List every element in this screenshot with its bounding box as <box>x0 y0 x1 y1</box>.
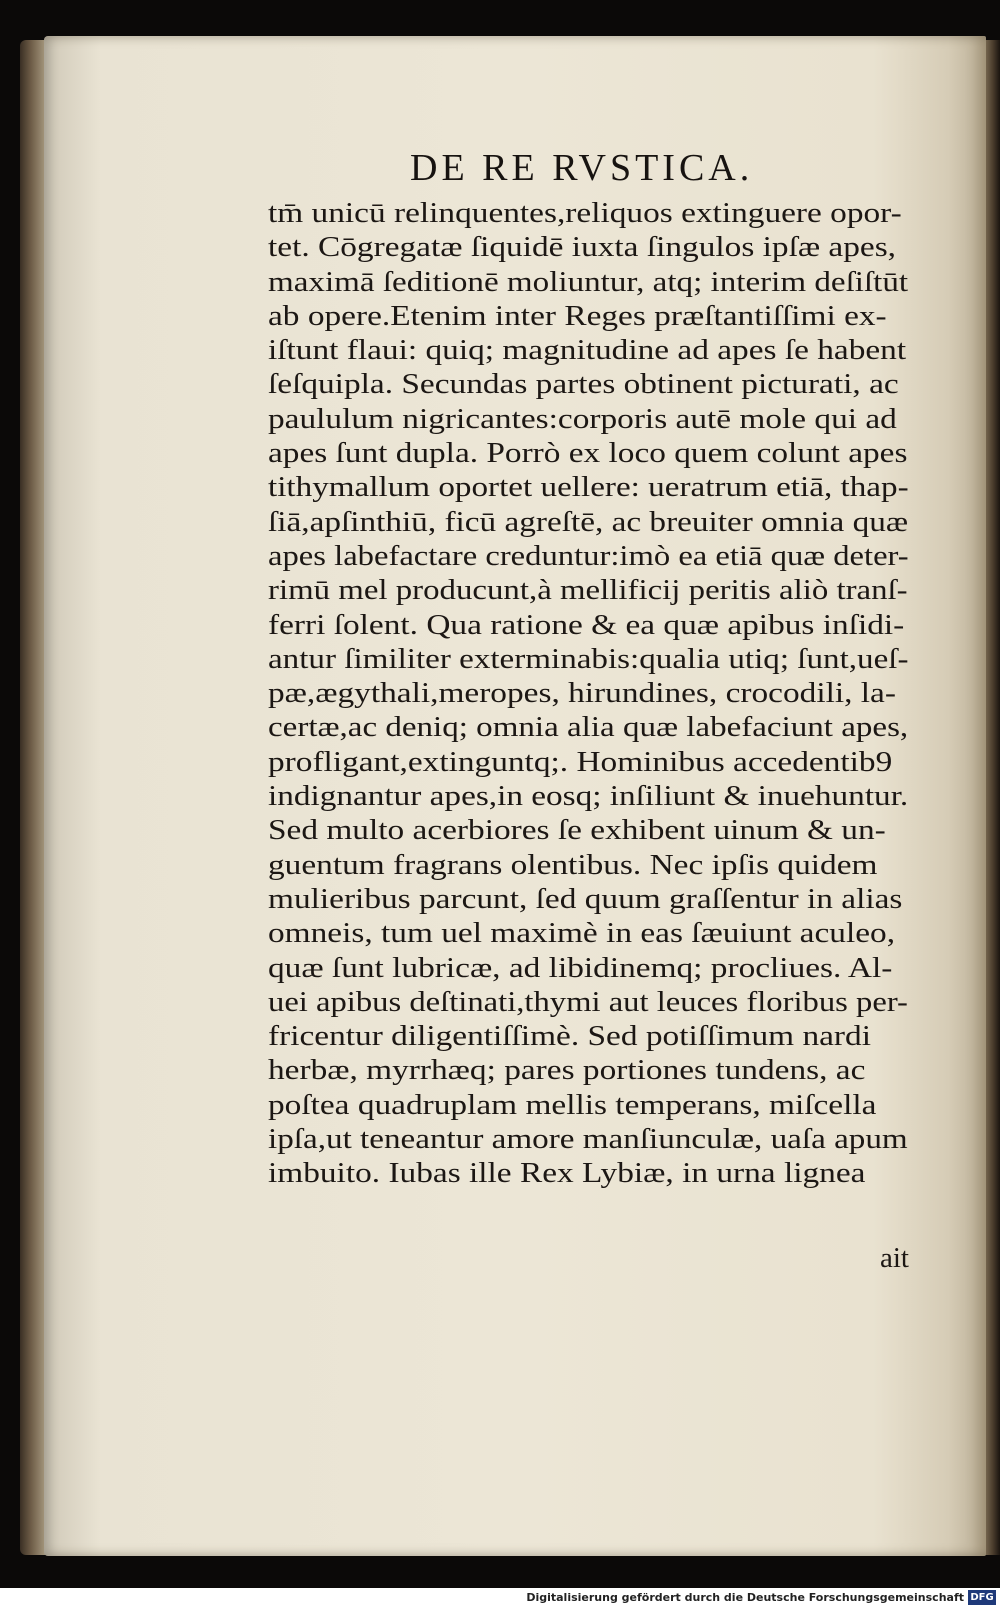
digitization-footer <box>0 1588 1000 1609</box>
text-line: ipſa,ut teneantur amore manſiunculæ, uaſa apum <box>268 1123 908 1156</box>
text-line: tithymallum oportet uellere: ueratrum etiā, thap- <box>268 471 909 504</box>
text-line: herbæ, myrrhæq; pares portiones tundens, ac <box>268 1054 866 1087</box>
text-line: indignantur apes,in eosq; inſiliunt & inuehuntur. <box>268 780 909 813</box>
text-line: paululum nigricantes:corporis autē mole qui ad <box>268 402 897 435</box>
text-line: iſtunt flaui: quiq; magnitudine ad apes ſe habent <box>268 334 907 367</box>
text-line: certæ,ac deniq; omnia alia quæ labefaciunt apes, <box>268 711 909 744</box>
dfg-logo: DFG <box>968 1590 996 1605</box>
text-line: fricentur diligentiſſimè. Sed potiſſimum nardi <box>268 1020 871 1053</box>
footer-credit: Digitalisierung gefördert durch die Deutsche Forschungsgemeinschaft <box>526 1591 964 1604</box>
text-line: mulieribus parcunt, ſed quum graſſentur in alias <box>268 882 903 915</box>
text-line: apes labefactare creduntur:imò ea etiā quæ deter- <box>268 539 909 572</box>
text-line: ferri ſolent. Qua ratione & ea quæ apibus inſidi- <box>268 608 905 641</box>
text-line: imbuito. Iubas ille Rex Lybiæ, in urna lignea <box>268 1157 866 1190</box>
book-edge-left <box>20 40 46 1555</box>
text-line: poſtea quadruplam mellis temperans, miſcella <box>268 1088 877 1121</box>
text-line: apes ſunt dupla. Porrò ex loco quem colunt apes <box>268 437 908 470</box>
text-line: profligant,extinguntq;. Hominibus accedentib9 <box>268 745 893 778</box>
text-line: guentum fragrans olentibus. Nec ipſis quidem <box>268 848 878 881</box>
text-line: Sed multo acerbiores ſe exhibent uinum & un- <box>268 814 886 847</box>
text-line: pæ,ægythali,meropes, hirundines, crocodili, la- <box>268 677 896 710</box>
text-line: omneis, tum uel maximè in eas ſæuiunt aculeo, <box>268 917 896 950</box>
text-line: uei apibus deſtinati,thymi aut leuces floribus per- <box>268 985 908 1018</box>
text-line: quæ ſunt lubricæ, ad libidinemq; procliues. Al- <box>268 951 893 984</box>
text-line: ſeſquipla. Secundas partes obtinent picturati, ac <box>268 368 899 401</box>
text-line: antur ſimiliter exterminabis:qualia utiq; ſunt,ueſ- <box>268 642 909 675</box>
text-line: tm̄ unicū relinquentes,reliquos extinguere opor- <box>268 197 902 229</box>
text-line: ab opere.Etenim inter Reges præſtantiſſimi ex- <box>268 299 887 332</box>
body-text <box>268 196 928 1191</box>
text-line: tet. Cōgregatæ ſiquidē iuxta ſingulos ipſæ apes, <box>268 231 897 264</box>
catchword: ait <box>880 1242 909 1274</box>
text-line: maximā ſeditionē moliuntur, atq; interim deſiſtūt <box>268 265 909 298</box>
running-head: DE RE RVSTICA. <box>410 147 754 189</box>
text-line: rimū mel producunt,à mellificij peritis aliò tranſ- <box>268 574 908 607</box>
text-line: ſiā,apſinthiū, ficū agreſtē, ac breuiter omnia quæ <box>268 505 909 538</box>
